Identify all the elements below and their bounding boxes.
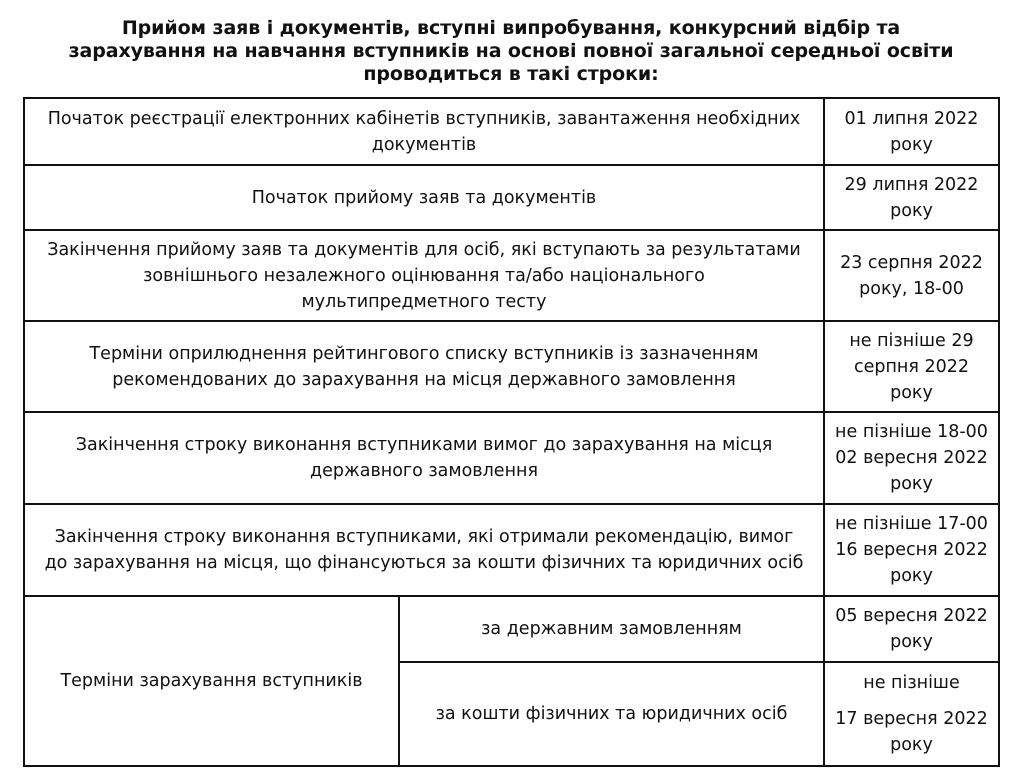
table-row-contract-requirements-date — [825, 505, 998, 595]
date-text: року — [890, 200, 933, 221]
event-text: Закінчення строку виконання вступниками вимог до зарахування на місця — [75, 435, 773, 455]
date-text: 23 серпня 2022 — [840, 252, 983, 273]
event-text: Терміни оприлюднення рейтингового списку вступників із зазначенням — [89, 343, 759, 364]
date-text: 16 вересня 2022 — [835, 540, 988, 560]
title-line-3: проводиться в такі строки: — [363, 63, 659, 85]
table-row-state-order-requirements-event — [25, 413, 823, 503]
date-text: року — [890, 566, 933, 586]
enrollment-state-order-date — [825, 597, 998, 661]
table-row-rating-list-date — [825, 322, 998, 411]
date-text: 17 вересня 2022 — [835, 709, 988, 729]
enrollment-contract-label — [400, 663, 823, 765]
date-text: 01 липня 2022 — [844, 108, 979, 129]
table-row-application-end-date — [825, 231, 998, 320]
event-text: мультипредметного тесту — [301, 291, 547, 312]
event-text: до зарахування на місця, що фінансуються за кошти фізичних та юридичних осіб — [44, 553, 804, 573]
table-row-contract-requirements-event — [25, 505, 823, 595]
table-row-registration-event — [25, 99, 823, 164]
enrollment-contract-date — [825, 663, 998, 765]
date-text: року — [890, 134, 933, 155]
enrollment-terms-label — [25, 597, 398, 765]
date-text: року — [890, 632, 933, 652]
table-row-application-start-date — [825, 166, 998, 229]
event-text: за державним замовленням — [481, 619, 742, 639]
event-text: Початок прийому заяв та документів — [251, 187, 597, 208]
event-text: Закінчення прийому заяв та документів для осіб, які вступають за результатами — [47, 239, 801, 260]
title-line-1: Прийом заяв і документів, вступні випробування, конкурсний відбір та — [121, 17, 901, 39]
event-text: зовнішнього незалежного оцінювання та/або національного — [143, 265, 705, 286]
date-text: року — [890, 382, 933, 403]
table-row-application-start-event — [25, 166, 823, 229]
date-text: не пізніше 18-00 — [835, 422, 988, 442]
date-text: року — [890, 474, 933, 494]
enrollment-state-order-label — [400, 597, 823, 661]
date-text: серпня 2022 — [853, 356, 969, 377]
date-text: 02 вересня 2022 — [835, 448, 988, 468]
date-text: не пізніше — [863, 673, 960, 693]
table-row-application-end-event — [25, 231, 823, 320]
event-text: державного замовлення — [309, 461, 538, 481]
event-text: рекомендованих до зарахування на місця державного замовлення — [112, 369, 736, 390]
table-border-bottom — [23, 765, 1000, 767]
date-text: року — [890, 735, 933, 755]
table-row-state-order-requirements-date — [825, 413, 998, 503]
date-text: не пізніше 17-00 — [835, 514, 988, 534]
event-text: Терміни зарахування вступників — [60, 671, 363, 691]
event-text: за кошти фізичних та юридичних осіб — [435, 704, 788, 724]
admission-schedule-table — [23, 97, 1000, 767]
page-title — [0, 17, 1022, 86]
table-border-right — [998, 97, 1000, 767]
table-row-registration-date — [825, 99, 998, 164]
date-text: не пізніше 29 — [849, 330, 974, 351]
table-row-rating-list-event — [25, 322, 823, 411]
date-text: року, 18-00 — [859, 278, 964, 299]
title-line-2: зарахування на навчання вступників на основі повної загальної середньої освіти — [68, 40, 954, 62]
event-text: документів — [371, 134, 477, 155]
event-text: Початок реєстрації електронних кабінетів вступників, завантаження необхідних — [47, 108, 801, 129]
date-text: 05 вересня 2022 — [835, 606, 988, 626]
date-text: 29 липня 2022 — [844, 174, 979, 195]
event-text: Закінчення строку виконання вступниками, які отримали рекомендацію, вимог — [54, 527, 794, 547]
